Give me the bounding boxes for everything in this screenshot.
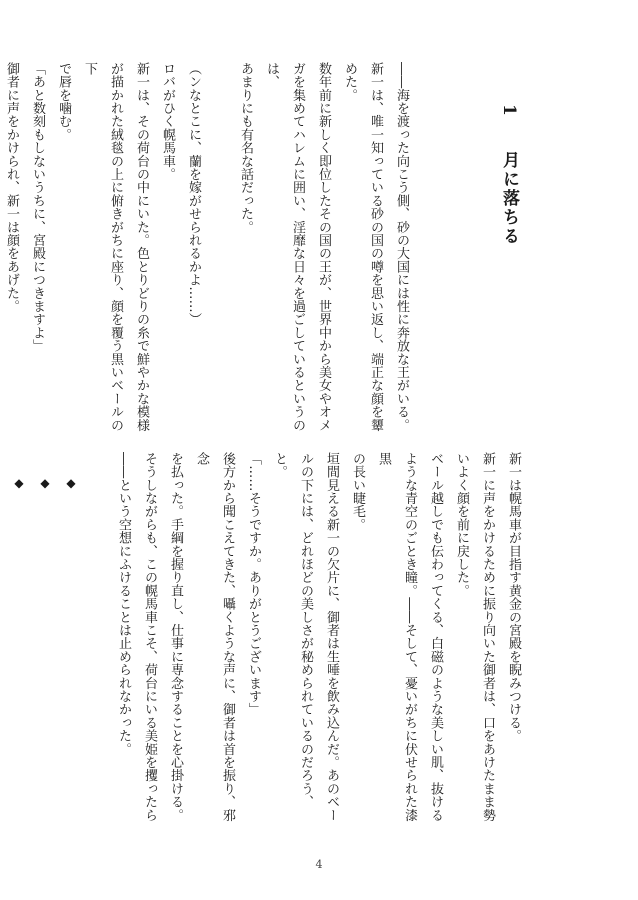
text-line: ような青空のごとき瞳。――そして、憂いがちに伏せられた漆黒 bbox=[376, 452, 417, 822]
text-line: で唇を噛む。 bbox=[56, 62, 71, 142]
text-line: 新一は、唯一知っている砂の国の噂を思い返し、端正な顔を顰 bbox=[368, 62, 383, 432]
text-line: 新一は、その荷台の中にいた。色とりどりの糸で鮮やかな模様 bbox=[134, 62, 149, 432]
text-line bbox=[84, 452, 110, 832]
text-line: 「……そうですか。ありがとうございます」 bbox=[246, 452, 261, 716]
chapter-title: 月に落ちる bbox=[499, 150, 519, 246]
separator-diamond: ◆ bbox=[38, 476, 52, 490]
text-line: 垣間見える新一の欠片に、御者は生唾を飲み込んだ。あのベー bbox=[324, 452, 339, 822]
text-line: 「あと数刻もしないうちに、宮殿につきますよ」 bbox=[30, 62, 45, 353]
text-line: あまりにも有名な話だった。 bbox=[238, 62, 253, 234]
text-line: 新一に声をかけるために振り向いた御者は、口をあけたまま勢 bbox=[480, 452, 495, 822]
text-line: 後方から聞こえてきた、囁くような声に、御者は首を振り、邪念 bbox=[194, 452, 235, 822]
text-line bbox=[206, 62, 232, 432]
top-paragraphs bbox=[0, 62, 414, 432]
text-line: を払った。手綱を握り直し、仕事に専念することを心掛ける。 bbox=[168, 452, 183, 822]
page-number: 4 bbox=[315, 858, 323, 871]
separator-diamond: ◆ bbox=[64, 476, 78, 490]
text-line: の長い睫毛。 bbox=[350, 452, 365, 532]
text-line bbox=[0, 452, 6, 832]
text-line: いよく顔を前に戻した。 bbox=[454, 452, 469, 598]
text-line: 数年前に新しく即位したその国の王が、世界中から美女やオメ bbox=[316, 62, 331, 432]
text-line: 新一は幌馬車が目指す黄金の宮殿を睨みつける。 bbox=[506, 452, 521, 743]
text-line: （ンなとこに、蘭を嫁がせられるかよ……） bbox=[186, 62, 201, 326]
top-text-block bbox=[0, 62, 578, 432]
text-line: そうしながらも、この幌馬車こそ、荷台にいる美姫を攫ったら bbox=[142, 452, 157, 822]
bottom-text-block bbox=[0, 452, 578, 832]
section-separator bbox=[6, 452, 84, 832]
text-line: ――という空想にふけることは止められなかった。 bbox=[116, 452, 131, 756]
separator-diamond: ◆ bbox=[12, 476, 26, 490]
text-line: が描かれた絨毯の上に俯きがちに座り、顔を覆う黒いベールの下 bbox=[82, 62, 123, 432]
text-line: ベール越しでも伝わってくる、白磁のような美しい肌、抜ける bbox=[428, 452, 443, 822]
text-line: めた。 bbox=[342, 62, 357, 102]
chapter-heading bbox=[494, 62, 524, 432]
bottom-paragraphs bbox=[0, 452, 526, 832]
text-line: ガを集めてハレムに囲い、淫靡な日々を過ごしているというのは、 bbox=[264, 62, 305, 432]
text-line: ロバがひく幌馬車。 bbox=[160, 62, 175, 181]
text-line: ――海を渡った向こう側、砂の大国には性に奔放な王がいる。 bbox=[394, 62, 409, 432]
chapter-number: 1 bbox=[499, 104, 519, 118]
text-line: ルの下には、どれほどの美しさが秘められているのだろう、と。 bbox=[272, 452, 313, 809]
text-line: 御者に声をかけられ、新一は顔をあげた。 bbox=[4, 62, 19, 313]
